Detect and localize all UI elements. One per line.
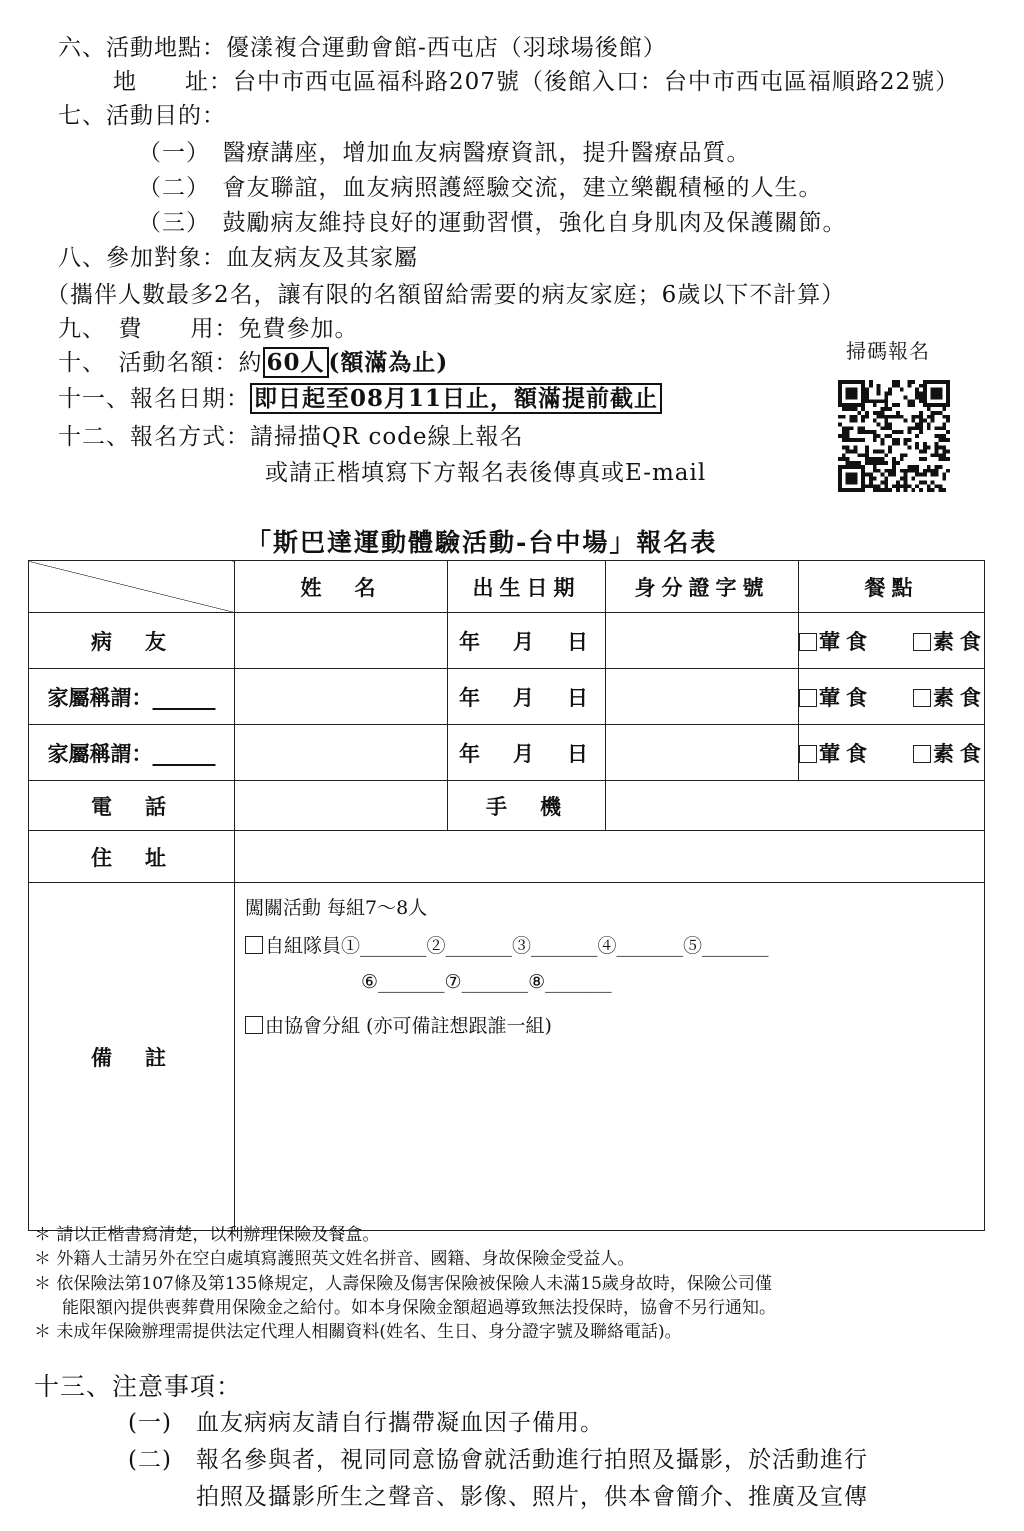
meat-checkbox[interactable]	[799, 633, 817, 651]
purpose-2: （二） 會友聯誼，血友病照護經驗交流，建立樂觀積極的人生。	[138, 175, 823, 201]
note-2: ＊ 外籍人士請另外在空白處填寫護照英文姓名拼音、國籍、身故保險金受益人。	[34, 1249, 635, 1269]
participants-line: 八、參加對象：血友病友及其家屬	[58, 245, 418, 271]
remarks-cell[interactable]	[235, 883, 985, 1231]
label-mobile: 手 機	[448, 781, 606, 831]
signup-date-value: 即日起至08月11日止，額滿提前截止	[250, 383, 662, 414]
family1-birthdate-cell[interactable]: 年 月 日	[448, 669, 606, 725]
note-4: ＊ 未成年保險辦理需提供法定代理人相關資料(姓名、生日、身分證字號及聯絡電話)。	[34, 1322, 682, 1342]
signup-date-line	[58, 384, 662, 414]
mobile-cell[interactable]	[606, 781, 985, 831]
patient-meal-cell: 葷食 素食	[799, 613, 985, 669]
header-meal: 餐點	[799, 561, 985, 613]
veg-checkbox[interactable]	[913, 745, 931, 763]
row-label-address: 住 址	[29, 831, 235, 883]
note-3-cont: 能限額內提供喪葬費用保險金之給付。如本身保險金額超過導致無法投保時，協會不另行通知。	[62, 1298, 776, 1318]
self-team-members-2: ⑥_______⑦_______⑧_______	[361, 971, 612, 993]
family2-birthdate-cell[interactable]: 年 月 日	[448, 725, 606, 781]
signup-method-line: 十二、報名方式：請掃描QR code線上報名	[58, 424, 524, 450]
meat-checkbox[interactable]	[799, 689, 817, 707]
veg-checkbox[interactable]	[913, 689, 931, 707]
quota-note: (額滿為止)	[328, 349, 449, 376]
registration-form	[28, 560, 985, 1231]
row-label-patient: 病 友	[29, 613, 235, 669]
family1-id-cell[interactable]	[606, 669, 799, 725]
header-corner	[29, 561, 235, 613]
signup-method-alt: 或請正楷填寫下方報名表後傳真或E-mail	[265, 460, 707, 486]
header-name: 姓 名	[235, 561, 448, 613]
signup-date-label: 十一、報名日期：	[58, 386, 250, 412]
precaution-2-cont: 拍照及攝影所生之聲音、影像、照片，供本會簡介、推廣及宣傳	[196, 1484, 868, 1510]
note-1: ＊ 請以正楷書寫清楚，以利辦理保險及餐盒。	[34, 1225, 380, 1245]
companion-note: （攜伴人數最多2名，讓有限的名額留給需要的病友家庭；6歲以下不計算）	[46, 282, 846, 308]
purpose-3: （三） 鼓勵病友維持良好的運動習慣，強化自身肌肉及保護關節。	[138, 210, 847, 236]
association-checkbox[interactable]	[245, 1016, 263, 1034]
activity-info: 闖關活動 每組7～8人	[245, 897, 428, 919]
address-cell[interactable]	[235, 831, 985, 883]
quota-line	[58, 348, 448, 378]
self-team-option: 自組隊員①_______②_______③_______④_______⑤_______	[245, 931, 769, 958]
header-id-number: 身分證字號	[606, 561, 799, 613]
precautions-heading: 十三、注意事項：	[34, 1372, 243, 1401]
family2-meal-cell: 葷食 素食	[799, 725, 985, 781]
qr-label: 掃碼報名	[846, 339, 930, 363]
family2-name-cell[interactable]	[235, 725, 448, 781]
address-line: 地 址：台中市西屯區福科路207號（後館入口：台中市西屯區福順路22號）	[113, 69, 960, 95]
quota-count: 60人	[263, 347, 329, 378]
row-label-family-1: 家屬稱謂：______	[29, 669, 235, 725]
patient-birthdate-cell[interactable]: 年 月 日	[448, 613, 606, 669]
precaution-2: (二) 報名參與者，視同同意協會就活動進行拍照及攝影，於活動進行	[128, 1447, 868, 1473]
veg-checkbox[interactable]	[913, 633, 931, 651]
family1-name-cell[interactable]	[235, 669, 448, 725]
form-title: 「斯巴達運動體驗活動-台中場」報名表	[246, 528, 718, 557]
precaution-1: (一) 血友病病友請自行攜帶凝血因子備用。	[128, 1410, 604, 1436]
qr-code[interactable]	[838, 380, 950, 492]
purpose-heading: 七、活動目的：	[58, 103, 226, 129]
quota-label: 十、 活動名額：約	[58, 350, 263, 376]
location-line: 六、活動地點：優漾複合運動會館-西屯店（羽球場後館）	[58, 35, 667, 61]
family2-id-cell[interactable]	[606, 725, 799, 781]
phone-cell[interactable]	[235, 781, 448, 831]
row-label-remarks: 備 註	[29, 883, 235, 1231]
header-birthdate: 出生日期	[448, 561, 606, 613]
association-option: 由協會分組 (亦可備註想跟誰一組)	[245, 1011, 552, 1038]
meat-checkbox[interactable]	[799, 745, 817, 763]
family1-meal-cell: 葷食 素食	[799, 669, 985, 725]
self-team-checkbox[interactable]	[245, 936, 263, 954]
row-label-family-2: 家屬稱謂：______	[29, 725, 235, 781]
purpose-1: （一） 醫療講座，增加血友病醫療資訊，提升醫療品質。	[138, 140, 751, 166]
row-label-phone: 電 話	[29, 781, 235, 831]
note-3: ＊ 依保險法第107條及第135條規定，人壽保險及傷害保險被保險人未滿15歲身故時，保險公司僅	[34, 1274, 772, 1294]
fee-line: 九、 費 用：免費參加。	[58, 316, 359, 342]
patient-id-cell[interactable]	[606, 613, 799, 669]
patient-name-cell[interactable]	[235, 613, 448, 669]
